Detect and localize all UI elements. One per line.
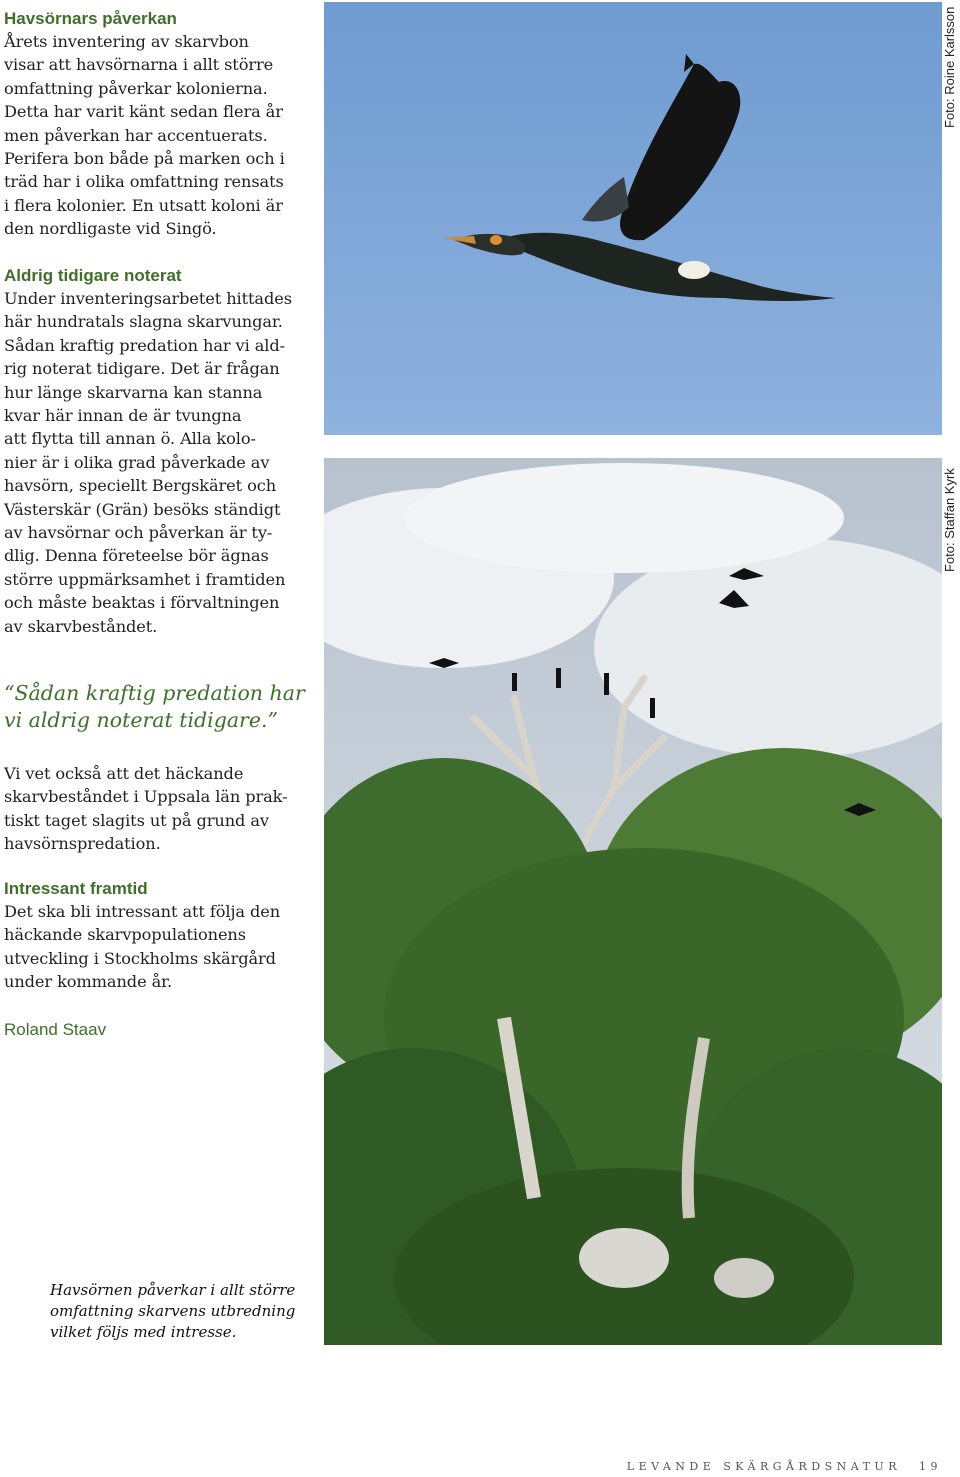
body-line: att flytta till annan ö. Alla kolo- [4, 429, 256, 449]
section-aldrig-tidigare [4, 265, 304, 638]
photo-cormorant-colony [324, 458, 942, 1345]
body-line: Vi vet också att det häckande [4, 764, 244, 783]
section-intressant-framtid [4, 878, 304, 994]
cormorant-colony-image [324, 458, 942, 1345]
body-line: här hundratals slagna skarvungar. [4, 312, 283, 332]
body-line: skarvbeståndet i Uppsala län prak- [4, 787, 288, 807]
body-line: men påverkan har accentuerats. [4, 125, 268, 145]
section-body [4, 30, 304, 241]
body-line: under kommande år. [4, 972, 173, 992]
body-line: visar att havsörnarna i allt större [4, 55, 274, 75]
body-line: häckande skarvpopulationens [4, 925, 246, 945]
body-line: i flera kolonier. En utsatt koloni är [4, 195, 283, 215]
body-line: kvar här innan de är tvungna [4, 406, 242, 426]
body-line: dlig. Denna företeelse bör ägnas [4, 546, 269, 566]
caption-line: vilket följs med intresse. [50, 1323, 237, 1341]
caption-line: omfattning skarvens utbredning [50, 1302, 296, 1320]
section-havsornars-paverkan [4, 8, 304, 241]
body-line: Perifera bon både på marken och i [4, 149, 285, 169]
body-line: omfattning påverkar kolonierna. [4, 78, 268, 98]
body-line: rig noterat tidigare. Det är frågan [4, 359, 280, 379]
magazine-name: LEVANDE SKÄRGÅRDSNATUR [626, 1460, 901, 1473]
body-line: hur länge skarvarna kan stanna [4, 382, 263, 402]
photo-credit-bottom: Foto: Staffan Kyrk [942, 468, 957, 572]
body-line: Detta har varit känt sedan flera år [4, 102, 283, 122]
body-line: av havsörnar och påverkan är ty- [4, 523, 273, 543]
pull-quote-line: vi aldrig noterat tidigare.” [4, 708, 278, 732]
author-name: Roland Staav [4, 1020, 107, 1039]
cormorant-flight-image [324, 2, 942, 435]
body-line: Det ska bli intressant att följa den [4, 902, 281, 921]
body-line: Västerskär (Grän) besöks ständigt [4, 499, 281, 519]
body-line: tiskt taget slagits ut på grund av [4, 810, 269, 830]
body-line: Årets inventering av skarvbon [4, 32, 249, 51]
section-heading: Intressant framtid [4, 879, 148, 898]
section-heading: Aldrig tidigare noterat [4, 266, 182, 285]
caption-line: Havsörnen påverkar i allt större [50, 1281, 296, 1299]
body-line: utveckling i Stockholms skärgård [4, 948, 276, 968]
body-line: träd har i olika omfattning rensats [4, 172, 284, 192]
photo-credit-top: Foto: Roine Karlsson [942, 6, 957, 128]
page-number: 19 [919, 1460, 942, 1473]
body-line: av skarvbeståndet. [4, 616, 158, 636]
section-heading: Havsörnars påverkan [4, 9, 177, 28]
section-body [4, 287, 304, 638]
photo-cormorant-flight [324, 2, 942, 435]
body-line: Under inventeringsarbetet hittades [4, 289, 292, 308]
section-body [4, 900, 304, 994]
body-line: Sådan kraftig predation har vi ald- [4, 335, 285, 355]
photo-caption [50, 1280, 330, 1343]
pull-quote [4, 680, 304, 734]
body-line: den nordligaste vid Singö. [4, 219, 217, 239]
body-line: större uppmärksamhet i framtiden [4, 569, 286, 589]
page-footer [627, 1460, 942, 1473]
pull-quote-line: “Sådan kraftig predation har [4, 681, 305, 705]
body-line: och måste beaktas i förvaltningen [4, 593, 280, 613]
body-line: havsörnspredation. [4, 834, 161, 854]
body-line: havsörn, speciellt Bergskäret och [4, 476, 277, 496]
section-uppsala [4, 762, 304, 856]
body-line: nier är i olika grad påverkade av [4, 452, 270, 472]
